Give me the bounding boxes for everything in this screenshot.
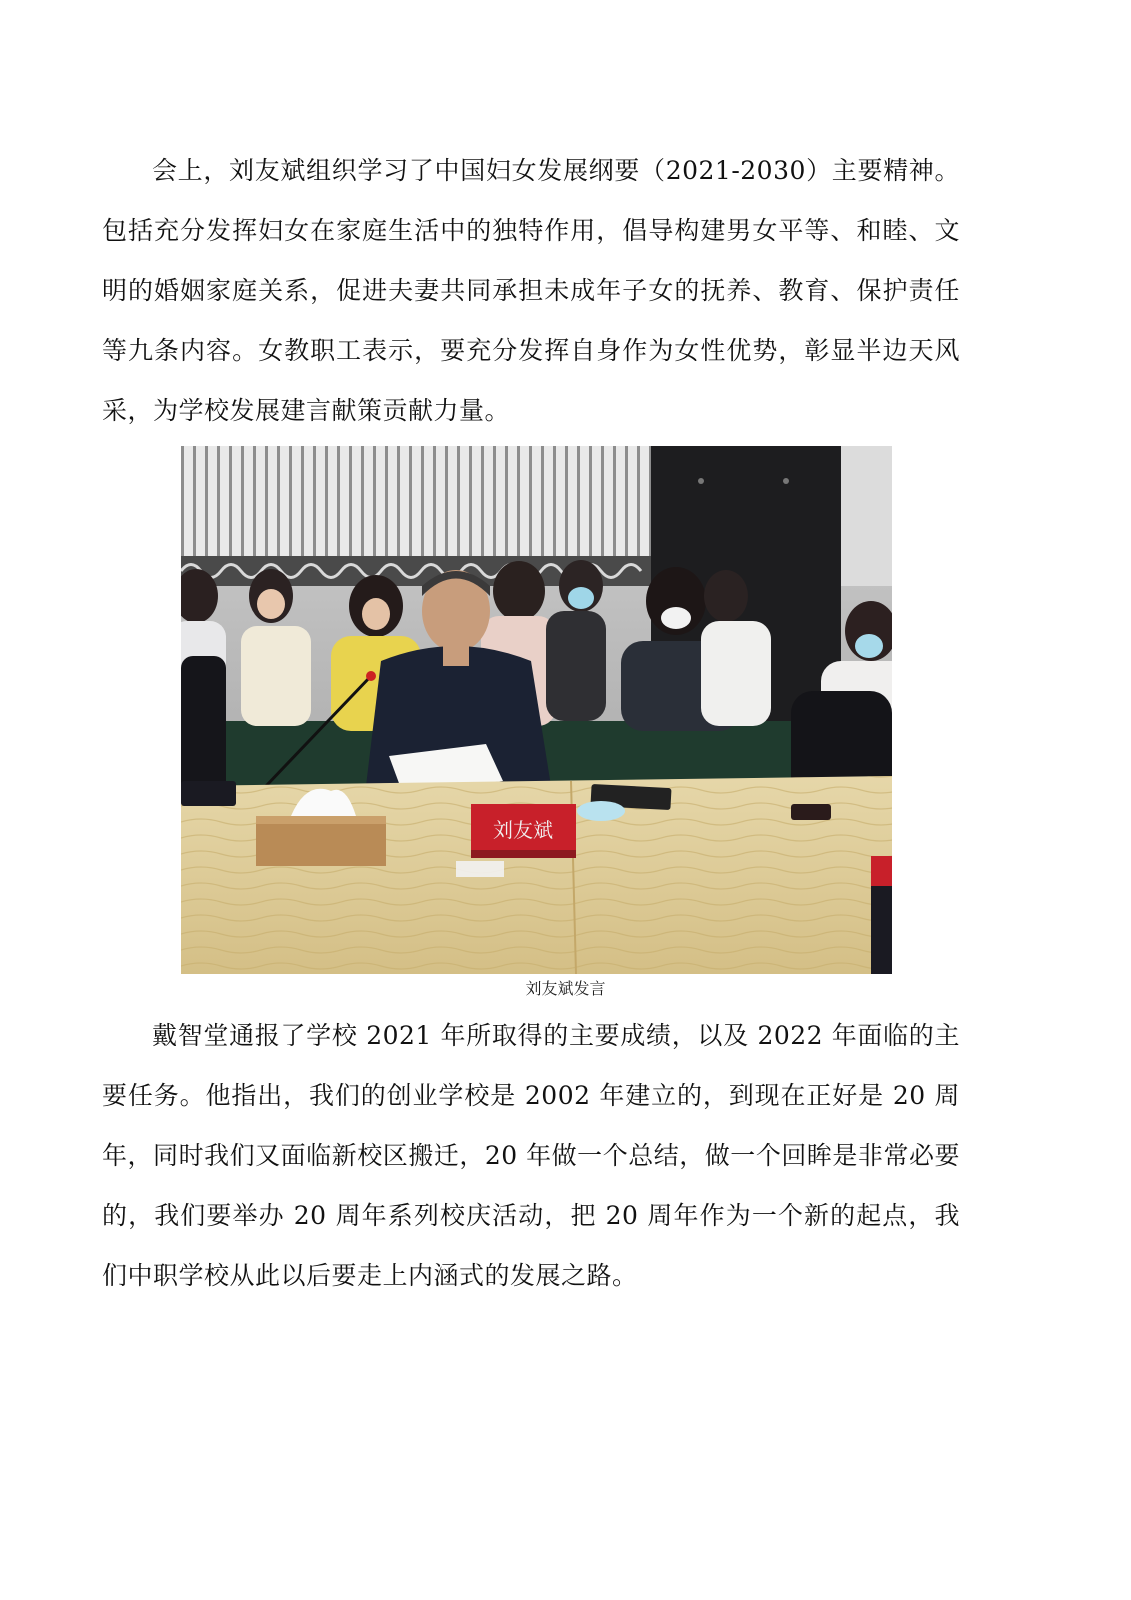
nameplate <box>471 804 576 858</box>
paragraph-1: 会上，刘友斌组织学习了中国妇女发展纲要（2021-2030）主要精神。包括充分发挥妇女在家庭生活中的独特作用，倡导构建男女平等、和睦、文明的婚姻家庭关系，促进夫妻共同承担未成年子女的抚养、教育、保护责任等九条内容。女教职工表示，要充分发挥自身作为女性优势，彰显半边天风采，为学校发展建言献策贡献力量。 <box>102 156 960 425</box>
paragraph-2: 戴智堂通报了学校 2021 年所取得的主要成绩，以及 2022 年面临的主要任务。他指出，我们的创业学校是 2002 年建立的，到现在正好是 20 周年，同时我们又面临新校区搬迁，20 年做一个总结，做一个回眸是非常必要的，我们要举办 20 周年系列校庆活动，把 20 周年作为一个新的起点，我们中职学校从此以后要走上内涵式的发展之路。 <box>102 1021 960 1290</box>
window-blinds <box>181 446 651 566</box>
meeting-photo <box>181 446 892 974</box>
photo-caption: 刘友斌发言 <box>525 979 606 998</box>
nameplate-text: 刘友斌 <box>493 818 553 842</box>
